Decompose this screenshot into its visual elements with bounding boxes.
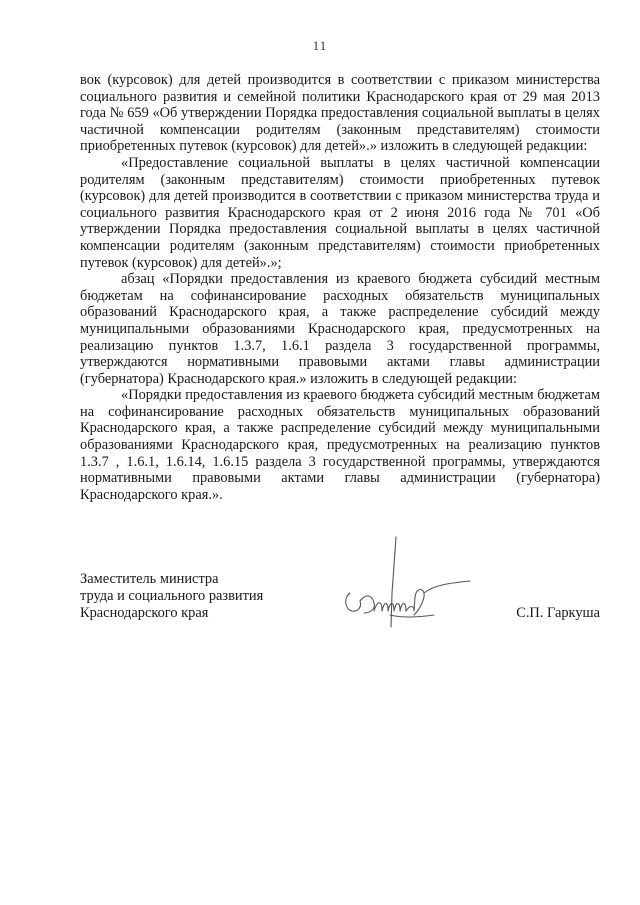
position-line-3: Краснодарского края [80,605,209,621]
handwritten-signature [330,535,480,635]
paragraph-2: «Предоставление социальной выплаты в целях частичной компенсации родителям (законным представителям) стоимости приобретенных путевок (курсовок) для детей производится в соответствии с приказом министерства труда и социального развития Краснодарского края от 2 июня 2016 года № 701 «Об утверждении Порядка предоставления социальной выплаты в целях частичной компенсации родителям (законным представителям) стоимости приобретенных путевок (курсовок) для детей».»; [80,154,600,271]
position-line-2: труда и социального развития [80,588,264,604]
paragraph-3: абзац «Порядки предоставления из краевого бюджета субсидий местным бюджетам на софинансирование расходных обязательств муниципальных образований Краснодарского края, а также распределение субсидий между муниципальными образованиями Краснодарского края, предусмотренных на реализацию пунктов 1.3.7, 1.6.1 раздела 3 государственной программы, утверждаются нормативными правовыми актами главы администрации (губернатора) Краснодарского края.» изложить в следующей редакции: [80,271,600,387]
document-body [80,72,600,503]
signatory-name: С.П. Гаркуша [516,605,600,621]
position-line-1: Заместитель министра [80,571,219,587]
signatory-position [80,571,263,622]
page-number: 11 [312,38,328,53]
paragraph-4: «Порядки предоставления из краевого бюджета субсидий местным бюджетам на софинансирование расходных обязательств муниципальных образований Краснодарского края, а также распределение субсидий между муниципальными образованиями Краснодарского края, предусмотренных на реализацию пунктов 1.3.7 , 1.6.1, 1.6.14, 1.6.15 раздела 3 государственной программы, утверждаются нормативными правовыми актами главы администрации (губернатора) Краснодарского края.». [80,387,600,503]
paragraph-1: вок (курсовок) для детей производится в соответствии с приказом министерства социального развития и семейной политики Краснодарского края от 29 мая 2013 года № 659 «Об утверждении Порядка предоставления социальной выплаты в целях частичной компенсации родителям (законным представителям) стоимости приобретенных путевок (курсовок) для детей».» изложить в следующей редакции: [80,72,600,155]
